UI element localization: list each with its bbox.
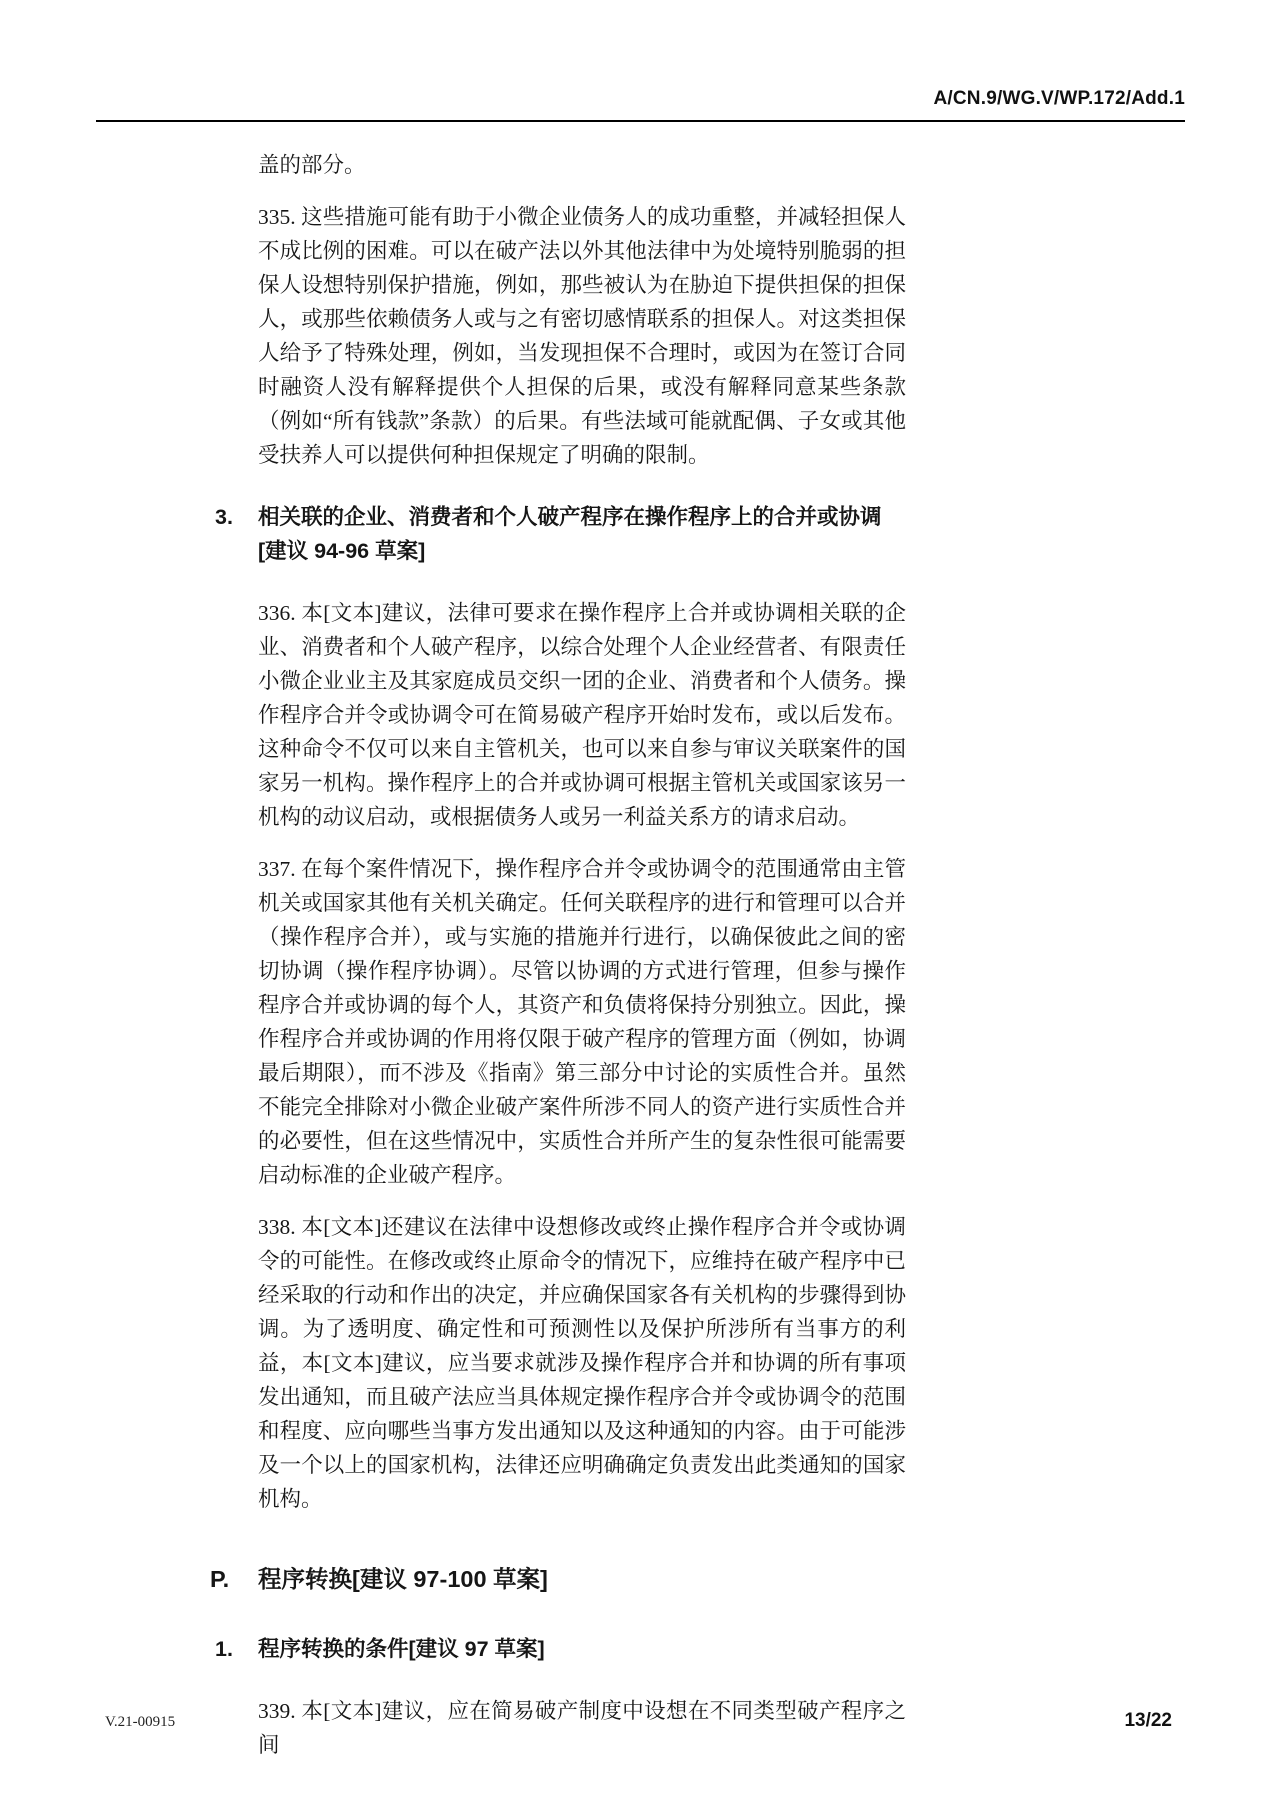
page-footer [105, 1710, 1172, 1732]
heading-section-3-number: 3. [215, 505, 233, 529]
document-body [210, 148, 906, 1780]
paragraph-continuation: 盖的部分。 [258, 153, 366, 177]
document-symbol: A/CN.9/WG.V/WP.172/Add.1 [933, 88, 1185, 109]
heading-section-p-number: P. [210, 1566, 230, 1592]
heading-section-p-title: 程序转换[建议 97-100 草案] [258, 1566, 548, 1592]
heading-section-1-number: 1. [215, 1637, 233, 1661]
heading-section-3-title: 相关联的企业、消费者和个人破产程序在操作程序上的合并或协调[建议 94-96 草案] [258, 505, 882, 563]
footer-document-number: V.21-00915 [105, 1714, 176, 1730]
paragraph-336: 336. 本[文本]建议，法律可要求在操作程序上合并或协调相关联的企业、消费者和个人破产程序，以综合处理个人企业经营者、有限责任小微企业业主及其家庭成员交织一团的企业、消费者和个人债务。操作程序合并令或协调令可在简易破产程序开始时发布，或以后发布。这种命令不仅可以来自主管机关，也可以来自参与审议关联案件的国家另一机构。操作程序上的合并或协调可根据主管机关或国家该另一机构的动议启动，或根据债务人或另一利益关系方的请求启动。 [258, 601, 906, 829]
paragraph-337: 337. 在每个案件情况下，操作程序合并令或协调令的范围通常由主管机关或国家其他有关机关确定。任何关联程序的进行和管理可以合并（操作程序合并），或与实施的措施并行进行，以确保彼此之间的密切协调（操作程序协调）。尽管以协调的方式进行管理，但参与操作程序合并或协调的每个人，其资产和负债将保持分别独立。因此，操作程序合并或协调的作用将仅限于破产程序的管理方面（例如，协调最后期限），而不涉及《指南》第三部分中讨论的实质性合并。虽然不能完全排除对小微企业破产案件所涉不同人的资产进行实质性合并的必要性，但在这些情况中，实质性合并所产生的复杂性很可能需要启动标准的企业破产程序。 [258, 857, 906, 1187]
heading-section-3 [215, 500, 906, 568]
heading-section-1-title: 程序转换的条件[建议 97 草案] [258, 1637, 545, 1661]
heading-section-p [210, 1560, 906, 1598]
paragraph-339: 339. 本[文本]建议，应在简易破产制度中设想在不同类型破产程序之间 [258, 1699, 906, 1757]
paragraph-335: 335. 这些措施可能有助于小微企业债务人的成功重整，并减轻担保人不成比例的困难。可以在破产法以外其他法律中为处境特别脆弱的担保人设想特别保护措施，例如，那些被认为在胁迫下提供担保的担保人，或那些依赖债务人或与之有密切感情联系的担保人。对这类担保人给予了特殊处理，例如，当发现担保不合理时，或因为在签订合同时融资人没有解释提供个人担保的后果，或没有解释同意某些条款（例如“所有钱款”条款）的后果。有些法域可能就配偶、子女或其他受扶养人可以提供何种担保规定了明确的限制。 [258, 205, 906, 467]
header-divider [96, 120, 1185, 122]
footer-page-number: 13/22 [1124, 1710, 1172, 1731]
heading-section-1 [215, 1632, 906, 1666]
paragraph-338: 338. 本[文本]还建议在法律中设想修改或终止操作程序合并令或协调令的可能性。在修改或终止原命令的情况下，应维持在破产程序中已经采取的行动和作出的决定，并应确保国家各有关机构的步骤得到协调。为了透明度、确定性和可预测性以及保护所涉所有当事方的利益，本[文本]建议，应当要求就涉及操作程序合并和协调的所有事项发出通知，而且破产法应当具体规定操作程序合并令或协调令的范围和程度、应向哪些当事方发出通知以及这种通知的内容。由于可能涉及一个以上的国家机构，法律还应明确确定负责发出此类通知的国家机构。 [258, 1215, 906, 1511]
